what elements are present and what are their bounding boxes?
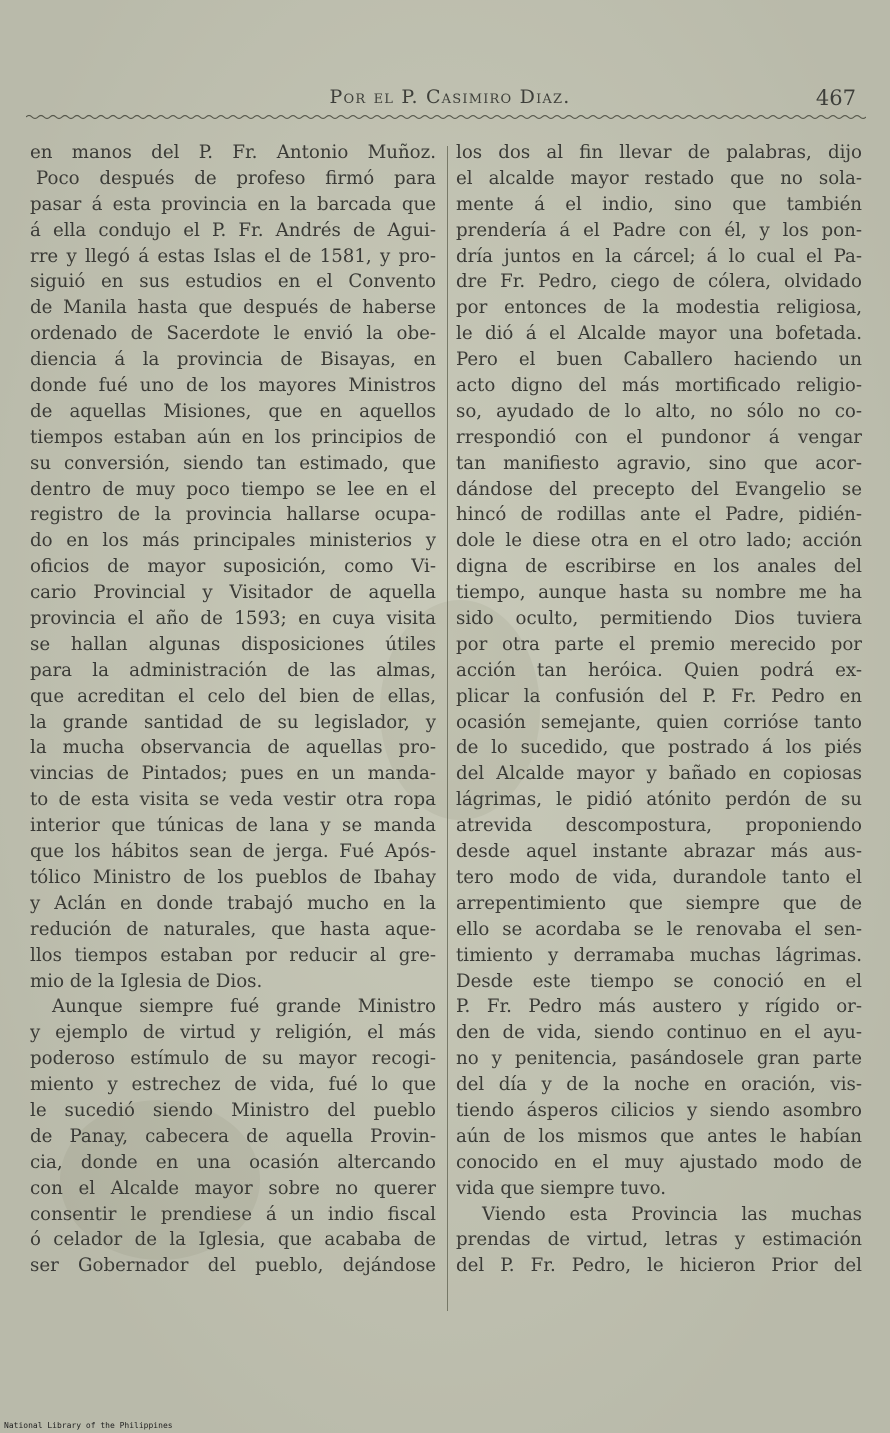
text-line: Desde este tiempo se conoció en el xyxy=(456,970,862,992)
text-line: poderoso estímulo de su mayor recogi- xyxy=(30,1048,436,1070)
text-line: oficios de mayor suposición, como Vi- xyxy=(30,556,436,578)
text-line: acto digno del más mortificado religio- xyxy=(456,375,862,397)
text-line: vincias de Pintados; pues en un manda- xyxy=(30,763,436,785)
header-wavy-rule xyxy=(26,114,866,120)
text-line: llos tiempos estaban por reducir al gre- xyxy=(30,944,436,966)
text-line: y ejemplo de virtud y religión, el más xyxy=(30,1022,436,1044)
text-line: los dos al fin llevar de palabras, dijo xyxy=(456,142,862,163)
text-line: arrepentimiento que siempre que de xyxy=(456,892,862,914)
text-line: provincia el año de 1593; en cuya visita xyxy=(30,608,436,630)
text-line: tero modo de vida, durandole tanto el xyxy=(456,866,862,888)
text-line: tiempo, aunque hasta su nombre me ha xyxy=(456,582,862,604)
text-line: dre Fr. Pedro, ciego de cólera, olvidado xyxy=(456,271,862,293)
text-line: su conversión, siendo tan estimado, que xyxy=(30,452,436,474)
text-line: por otra parte el premio merecido por xyxy=(456,633,862,655)
text-line: que los hábitos sean de jerga. Fué Após- xyxy=(30,841,436,863)
text-line: timiento y derramaba muchas lágrimas. xyxy=(456,944,862,966)
text-line: del día y de la noche en oración, vis- xyxy=(456,1074,862,1096)
text-line: digna de escribirse en los anales del xyxy=(456,556,862,578)
text-line: ello se acordaba se le renovaba el sen- xyxy=(456,918,862,940)
text-line: se hallan algunas disposiciones útiles xyxy=(30,633,436,655)
text-line: hincó de rodillas ante el Padre, pidién- xyxy=(456,504,862,526)
text-line: en manos del P. Fr. Antonio Muñoz. xyxy=(30,142,436,163)
text-line: tiempos estaban aún en los principios de xyxy=(30,426,436,448)
right-text-column xyxy=(456,140,862,1279)
text-line: dentro de muy poco tiempo se lee en el xyxy=(30,478,436,500)
text-line: tiendo ásperos cilicios y siendo asombro xyxy=(456,1099,862,1121)
text-line: registro de la provincia hallarse ocupa- xyxy=(30,504,436,526)
text-line: le dió á el Alcalde mayor una bofetada. xyxy=(456,323,862,345)
text-line: consentir le prendiese á un indio fiscal xyxy=(30,1203,436,1225)
text-line: ó celador de la Iglesia, que acababa de xyxy=(30,1229,436,1251)
text-line: cario Provincial y Visitador de aquella xyxy=(30,582,436,604)
text-line: prendas de virtud, letras y estimación xyxy=(456,1229,862,1251)
text-line: lágrimas, le pidió atónito perdón de su xyxy=(456,789,862,811)
page-number: 467 xyxy=(815,86,856,110)
text-line: á ella condujo el P. Fr. Andrés de Agui- xyxy=(30,219,436,241)
running-header-title: Por el P. Casimiro Diaz. xyxy=(329,86,571,108)
text-line: diencia á la provincia de Bisayas, en xyxy=(30,349,436,371)
library-credit: National Library of the Philippines xyxy=(4,1421,173,1430)
text-line: den de vida, siendo continuo en el ayu- xyxy=(456,1022,862,1044)
text-line: que acreditan el celo del bien de ellas, xyxy=(30,685,436,707)
text-line: con el Alcalde mayor sobre no querer xyxy=(30,1177,436,1199)
text-line: conocido en el muy ajustado modo de xyxy=(456,1151,862,1173)
text-line: miento y estrechez de vida, fué lo que xyxy=(30,1074,436,1096)
text-line: redución de naturales, que hasta aque- xyxy=(30,918,436,940)
text-line: de aquellas Misiones, que en aquellos xyxy=(30,400,436,422)
text-line: ocasión semejante, quien corrióse tanto xyxy=(456,711,862,733)
text-line: de lo sucedido, que postrado á los piés xyxy=(456,737,862,759)
text-line: le sucedió siendo Ministro del pueblo xyxy=(30,1099,436,1121)
text-line: dándose del precepto del Evangelio se xyxy=(456,478,862,500)
text-line: acción tan heróica. Quien podrá ex- xyxy=(456,659,862,681)
text-line: del P. Fr. Pedro, le hicieron Prior del xyxy=(456,1255,862,1277)
left-text-column xyxy=(30,140,436,1279)
text-line: prendería á el Padre con él, y los pon- xyxy=(456,219,862,241)
text-line: Viendo esta Provincia las muchas xyxy=(482,1203,862,1225)
text-line: cia, donde en una ocasión altercando xyxy=(30,1151,436,1173)
text-line: atrevida descompostura, proponiendo xyxy=(456,815,862,837)
text-line: interior que túnicas de lana y se manda xyxy=(30,815,436,837)
text-line: por entonces de la modestia religiosa, xyxy=(456,297,862,319)
text-line: mio de la Iglesia de Dios. xyxy=(30,970,263,992)
text-line: mente á el indio, sino que también xyxy=(456,193,862,215)
text-line: para la administración de las almas, xyxy=(30,659,436,681)
text-line: Pero el buen Caballero haciendo un xyxy=(456,349,862,371)
text-line: plicar la confusión del P. Fr. Pedro en xyxy=(456,685,862,707)
text-line: so, ayudado de lo alto, no sólo no co- xyxy=(456,400,862,422)
text-line: de Panay, cabecera de aquella Provin- xyxy=(30,1125,436,1147)
text-line: siguió en sus estudios en el Convento xyxy=(30,271,436,293)
text-line: tan manifiesto agravio, sino que acor- xyxy=(456,452,862,474)
text-line: rrespondió con el pundonor á vengar xyxy=(456,426,862,448)
text-line: la mucha observancia de aquellas pro- xyxy=(30,737,436,759)
text-line: sido oculto, permitiendo Dios tuviera xyxy=(456,608,862,630)
text-line: aún de los mismos que antes le habían xyxy=(456,1125,862,1147)
text-line: P. Fr. Pedro más austero y rígido or- xyxy=(456,996,862,1018)
text-line: de Manila hasta que después de haberse xyxy=(30,297,436,319)
text-line: la grande santidad de su legislador, y xyxy=(30,711,436,733)
text-line: Poco después de profeso firmó para xyxy=(36,167,436,189)
text-line: desde aquel instante abrazar más aus- xyxy=(456,841,862,863)
column-divider xyxy=(447,146,448,1311)
text-line: y Aclán en donde trabajó mucho en la xyxy=(30,892,436,914)
text-line: do en los más principales ministerios y xyxy=(30,530,436,552)
text-line: del Alcalde mayor y bañado en copiosas xyxy=(456,763,862,785)
text-line: no y penitencia, pasándosele gran parte xyxy=(456,1048,862,1070)
text-line: to de esta visita se veda vestir otra ropa xyxy=(30,789,436,811)
text-line: ordenado de Sacerdote le envió la obe- xyxy=(30,323,436,345)
text-line: dría juntos en la cárcel; á lo cual el Pa- xyxy=(456,245,862,267)
text-line: donde fué uno de los mayores Ministros xyxy=(30,375,436,397)
text-line: pasar á esta provincia en la barcada que xyxy=(30,193,436,215)
text-line: rre y llegó á estas Islas el de 1581, y pro- xyxy=(30,245,436,267)
text-line: dole le diese otra en el otro lado; acción xyxy=(456,530,862,552)
text-line: ser Gobernador del pueblo, dejándose xyxy=(30,1255,436,1277)
text-line: Aunque siempre fué grande Ministro xyxy=(52,996,436,1018)
text-line: vida que siempre tuvo. xyxy=(456,1177,667,1199)
text-line: el alcalde mayor restado que no sola- xyxy=(456,167,862,189)
text-line: tólico Ministro de los pueblos de Ibahay xyxy=(30,866,436,888)
